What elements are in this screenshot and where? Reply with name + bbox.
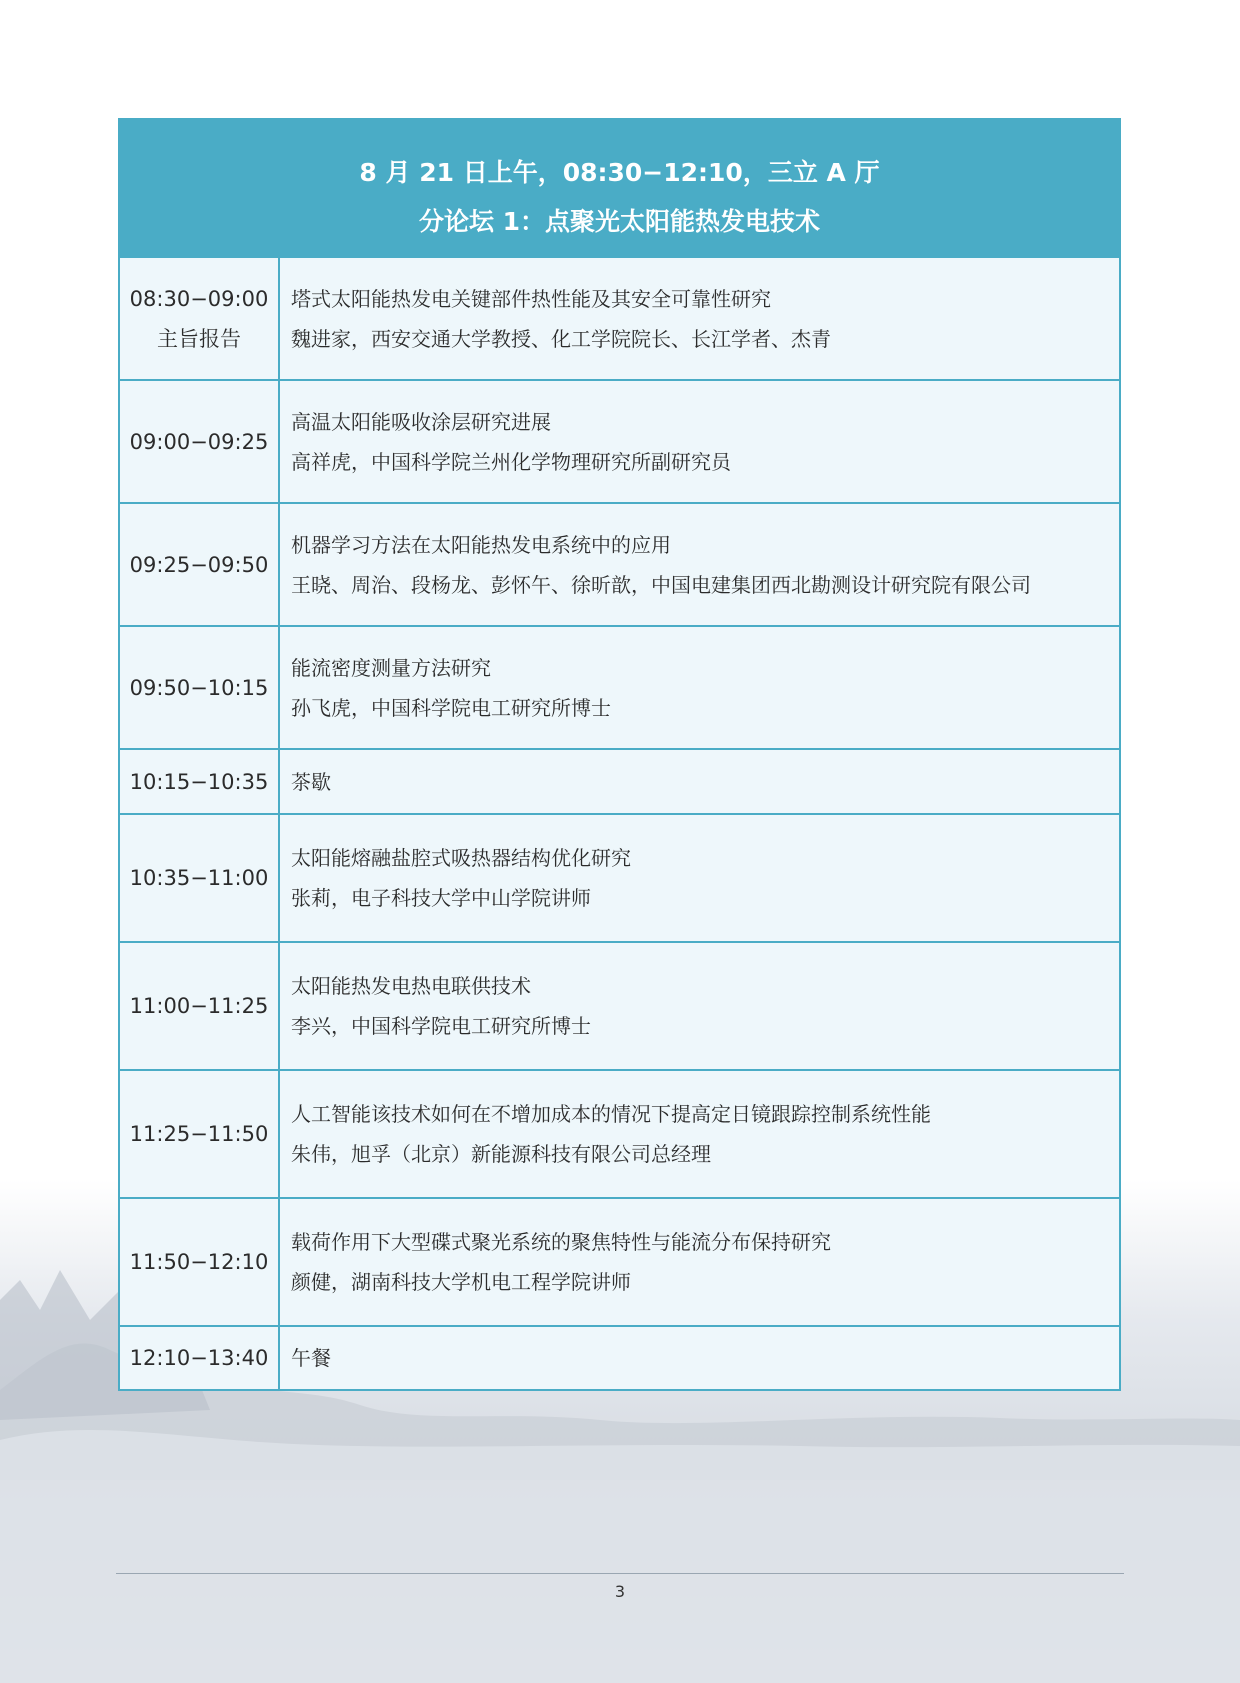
table-row bbox=[120, 1197, 1119, 1325]
break-label: 午餐 bbox=[291, 1346, 331, 1370]
talk-title: 人工智能该技术如何在不增加成本的情况下提高定日镜跟踪控制系统性能 bbox=[291, 1102, 931, 1126]
time-cell bbox=[120, 627, 280, 748]
talk-cell bbox=[280, 258, 1119, 379]
talk-speaker: 高祥虎，中国科学院兰州化学物理研究所副研究员 bbox=[291, 449, 731, 474]
time-cell bbox=[120, 504, 280, 625]
talk-speaker: 朱伟，旭孚（北京）新能源科技有限公司总经理 bbox=[291, 1142, 711, 1166]
table-row bbox=[120, 1069, 1119, 1197]
footer-divider bbox=[116, 1573, 1124, 1574]
time-slot: 09:00−09:25 bbox=[129, 429, 269, 454]
table-row bbox=[120, 379, 1119, 502]
talk-title: 太阳能热发电热电联供技术 bbox=[291, 974, 531, 998]
time-slot: 11:00−11:25 bbox=[129, 994, 269, 1018]
break-cell bbox=[280, 750, 1119, 813]
talk-cell bbox=[280, 381, 1119, 502]
time-cell bbox=[120, 943, 280, 1069]
table-row bbox=[120, 1325, 1119, 1389]
time-slot: 10:15−10:35 bbox=[129, 769, 269, 794]
talk-cell bbox=[280, 815, 1119, 941]
session-datetime: 8 月 21 日上午，08:30−12:10，三立 A 厅 bbox=[359, 158, 880, 187]
table-row bbox=[120, 502, 1119, 625]
time-slot: 12:10−13:40 bbox=[129, 1346, 269, 1370]
schedule-table bbox=[118, 118, 1121, 1391]
table-row bbox=[120, 256, 1119, 379]
time-cell bbox=[120, 750, 280, 813]
break-label: 茶歇 bbox=[291, 769, 331, 794]
page-number: 3 bbox=[614, 1582, 626, 1601]
talk-speaker: 张莉，电子科技大学中山学院讲师 bbox=[291, 886, 591, 910]
time-slot: 11:25−11:50 bbox=[129, 1122, 269, 1146]
table-row bbox=[120, 941, 1119, 1069]
talk-speaker: 李兴，中国科学院电工研究所博士 bbox=[291, 1014, 591, 1038]
table-row bbox=[120, 625, 1119, 748]
time-slot: 11:50−12:10 bbox=[129, 1250, 269, 1274]
talk-title: 能流密度测量方法研究 bbox=[291, 655, 491, 680]
time-slot: 09:50−10:15 bbox=[129, 675, 269, 700]
time-cell bbox=[120, 1199, 280, 1325]
talk-title: 高温太阳能吸收涂层研究进展 bbox=[291, 409, 551, 434]
talk-title: 载荷作用下大型碟式聚光系统的聚焦特性与能流分布保持研究 bbox=[291, 1230, 831, 1254]
time-cell bbox=[120, 1327, 280, 1389]
talk-speaker: 孙飞虎，中国科学院电工研究所博士 bbox=[291, 695, 611, 720]
time-cell bbox=[120, 381, 280, 502]
time-slot: 09:25−09:50 bbox=[129, 552, 269, 577]
talk-speaker: 魏进家，西安交通大学教授、化工学院院长、长江学者、杰青 bbox=[291, 326, 831, 351]
table-row bbox=[120, 748, 1119, 813]
table-row bbox=[120, 813, 1119, 941]
time-cell bbox=[120, 1071, 280, 1197]
talk-speaker: 颜健，湖南科技大学机电工程学院讲师 bbox=[291, 1270, 631, 1294]
session-forum-title: 分论坛 1：点聚光太阳能热发电技术 bbox=[418, 207, 821, 236]
time-slot: 08:30−09:00 bbox=[129, 286, 269, 311]
time-slot: 10:35−11:00 bbox=[129, 866, 269, 890]
talk-cell bbox=[280, 1071, 1119, 1197]
talk-cell bbox=[280, 504, 1119, 625]
keynote-tag: 主旨报告 bbox=[157, 326, 241, 351]
talk-title: 机器学习方法在太阳能热发电系统中的应用 bbox=[291, 532, 671, 557]
talk-cell bbox=[280, 1199, 1119, 1325]
talk-title: 太阳能熔融盐腔式吸热器结构优化研究 bbox=[291, 846, 631, 870]
break-cell bbox=[280, 1327, 1119, 1389]
talk-cell bbox=[280, 943, 1119, 1069]
schedule-header bbox=[120, 120, 1119, 256]
talk-title: 塔式太阳能热发电关键部件热性能及其安全可靠性研究 bbox=[291, 286, 771, 311]
time-cell bbox=[120, 258, 280, 379]
talk-cell bbox=[280, 627, 1119, 748]
time-cell bbox=[120, 815, 280, 941]
talk-speaker: 王晓、周治、段杨龙、彭怀午、徐昕歆，中国电建集团西北勘测设计研究院有限公司 bbox=[291, 572, 1031, 597]
